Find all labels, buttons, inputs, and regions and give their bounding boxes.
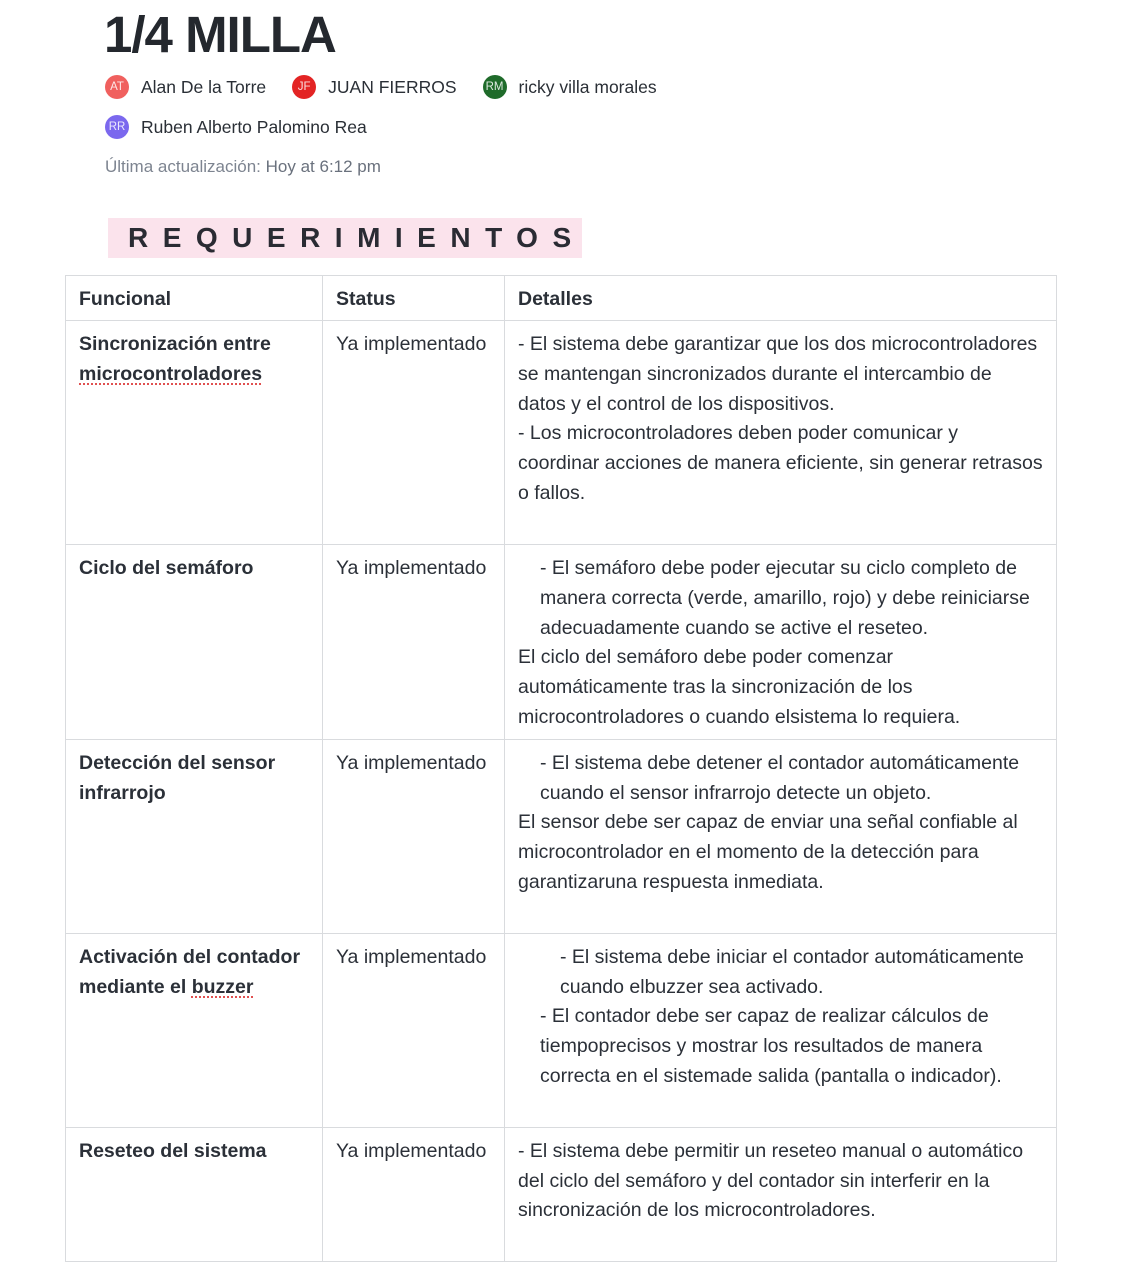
author-chip[interactable] xyxy=(483,75,657,99)
requirement-name[interactable] xyxy=(66,321,323,545)
column-header-funcional: Funcional xyxy=(66,276,323,321)
requirement-name[interactable]: Detección del sensor infrarrojo xyxy=(66,739,323,933)
requirement-name-line: microcontroladores xyxy=(79,362,263,385)
detail-paragraph: - El sistema debe garantizar que los dos microcontroladores se mantengan sincronizados durante el intercambio de datos y el control de los dispositivos. xyxy=(518,333,1038,415)
section-heading-text: REQUERIMIENTOS xyxy=(128,222,586,253)
page-title: 1/4 MILLA xyxy=(104,6,336,63)
detail-paragraph: - El sistema debe iniciar el contador automáticamente cuando elbuzzer sea activado. xyxy=(560,945,1024,998)
requirement-name-line: Activación del contador mediante el xyxy=(79,945,301,998)
table-header-row xyxy=(66,276,1057,321)
table-row xyxy=(66,933,1057,1127)
requirement-status[interactable]: Ya implementado xyxy=(323,545,505,740)
requirement-name-line: buzzer xyxy=(191,975,254,998)
detail-paragraph: - El contador debe ser capaz de realizar cálculos de tiempoprecisos y mostrar los resultados de manera correcta en el sistemade salida (pantalla o indicador). xyxy=(540,1005,1002,1087)
requirement-details[interactable] xyxy=(505,545,1057,740)
requirement-details[interactable] xyxy=(505,933,1057,1127)
table-row xyxy=(66,1127,1057,1261)
author-name: ricky villa morales xyxy=(518,76,657,97)
requirement-details[interactable] xyxy=(505,739,1057,933)
column-header-detalles: Detalles xyxy=(505,276,1057,321)
author-name: JUAN FIERROS xyxy=(328,76,457,97)
section-heading xyxy=(108,218,586,258)
requirements-table xyxy=(65,275,1057,1262)
requirement-details[interactable] xyxy=(505,321,1057,545)
requirement-details[interactable] xyxy=(505,1127,1057,1261)
author-name: Alan De la Torre xyxy=(141,76,267,97)
author-chip[interactable] xyxy=(105,75,266,99)
last-updated xyxy=(105,157,381,177)
column-header-status: Status xyxy=(323,276,505,321)
detail-paragraph: - El sistema debe detener el contador automáticamente cuando el sensor infrarrojo detecte un objeto. xyxy=(540,751,1020,804)
requirement-name-line: Sincronización entre xyxy=(79,333,271,355)
last-updated-value: Hoy at 6:12 pm xyxy=(265,157,381,176)
requirement-status[interactable]: Ya implementado xyxy=(323,1127,505,1261)
detail-paragraph: El ciclo del semáforo debe poder comenzar automáticamente tras la sincronización de los microcontroladores o cuando elsistema lo requiera. xyxy=(518,646,961,728)
avatar: JF xyxy=(292,75,316,99)
detail-paragraph: El sensor debe ser capaz de enviar una señal confiable al microcontrolador en el momento de la detección para garantizaruna respuesta inmediata. xyxy=(518,811,1018,893)
author-name: Ruben Alberto Palomino Rea xyxy=(141,116,367,137)
requirement-status[interactable]: Ya implementado xyxy=(323,321,505,545)
table-row xyxy=(66,739,1057,933)
avatar: RR xyxy=(105,115,129,139)
author-chip[interactable] xyxy=(292,75,456,99)
table-row xyxy=(66,321,1057,545)
detail-paragraph: - El sistema debe permitir un reseteo manual o automático del ciclo del semáforo y del contador sin interferir en la sincronización de los microcontroladores. xyxy=(518,1139,1024,1222)
author-chip[interactable] xyxy=(105,115,367,139)
authors-row xyxy=(105,114,393,140)
requirement-status[interactable]: Ya implementado xyxy=(323,933,505,1127)
requirement-name[interactable]: Reseteo del sistema xyxy=(66,1127,323,1261)
last-updated-label: Última actualización: xyxy=(105,157,261,176)
requirement-name[interactable] xyxy=(66,933,323,1127)
detail-paragraph: - Los microcontroladores deben poder comunicar y coordinar acciones de manera eficiente, sin generar retrasos o fallos. xyxy=(518,422,1043,504)
table-row xyxy=(66,545,1057,740)
requirement-status[interactable]: Ya implementado xyxy=(323,739,505,933)
avatar: RM xyxy=(483,75,507,99)
authors-row xyxy=(105,74,683,100)
detail-paragraph: - El semáforo debe poder ejecutar su ciclo completo de manera correcta (verde, amarillo, rojo) y debe reiniciarse adecuadamente cuando se active el reseteo. xyxy=(540,557,1030,639)
avatar: AT xyxy=(105,75,129,99)
requirement-name[interactable]: Ciclo del semáforo xyxy=(66,545,323,740)
